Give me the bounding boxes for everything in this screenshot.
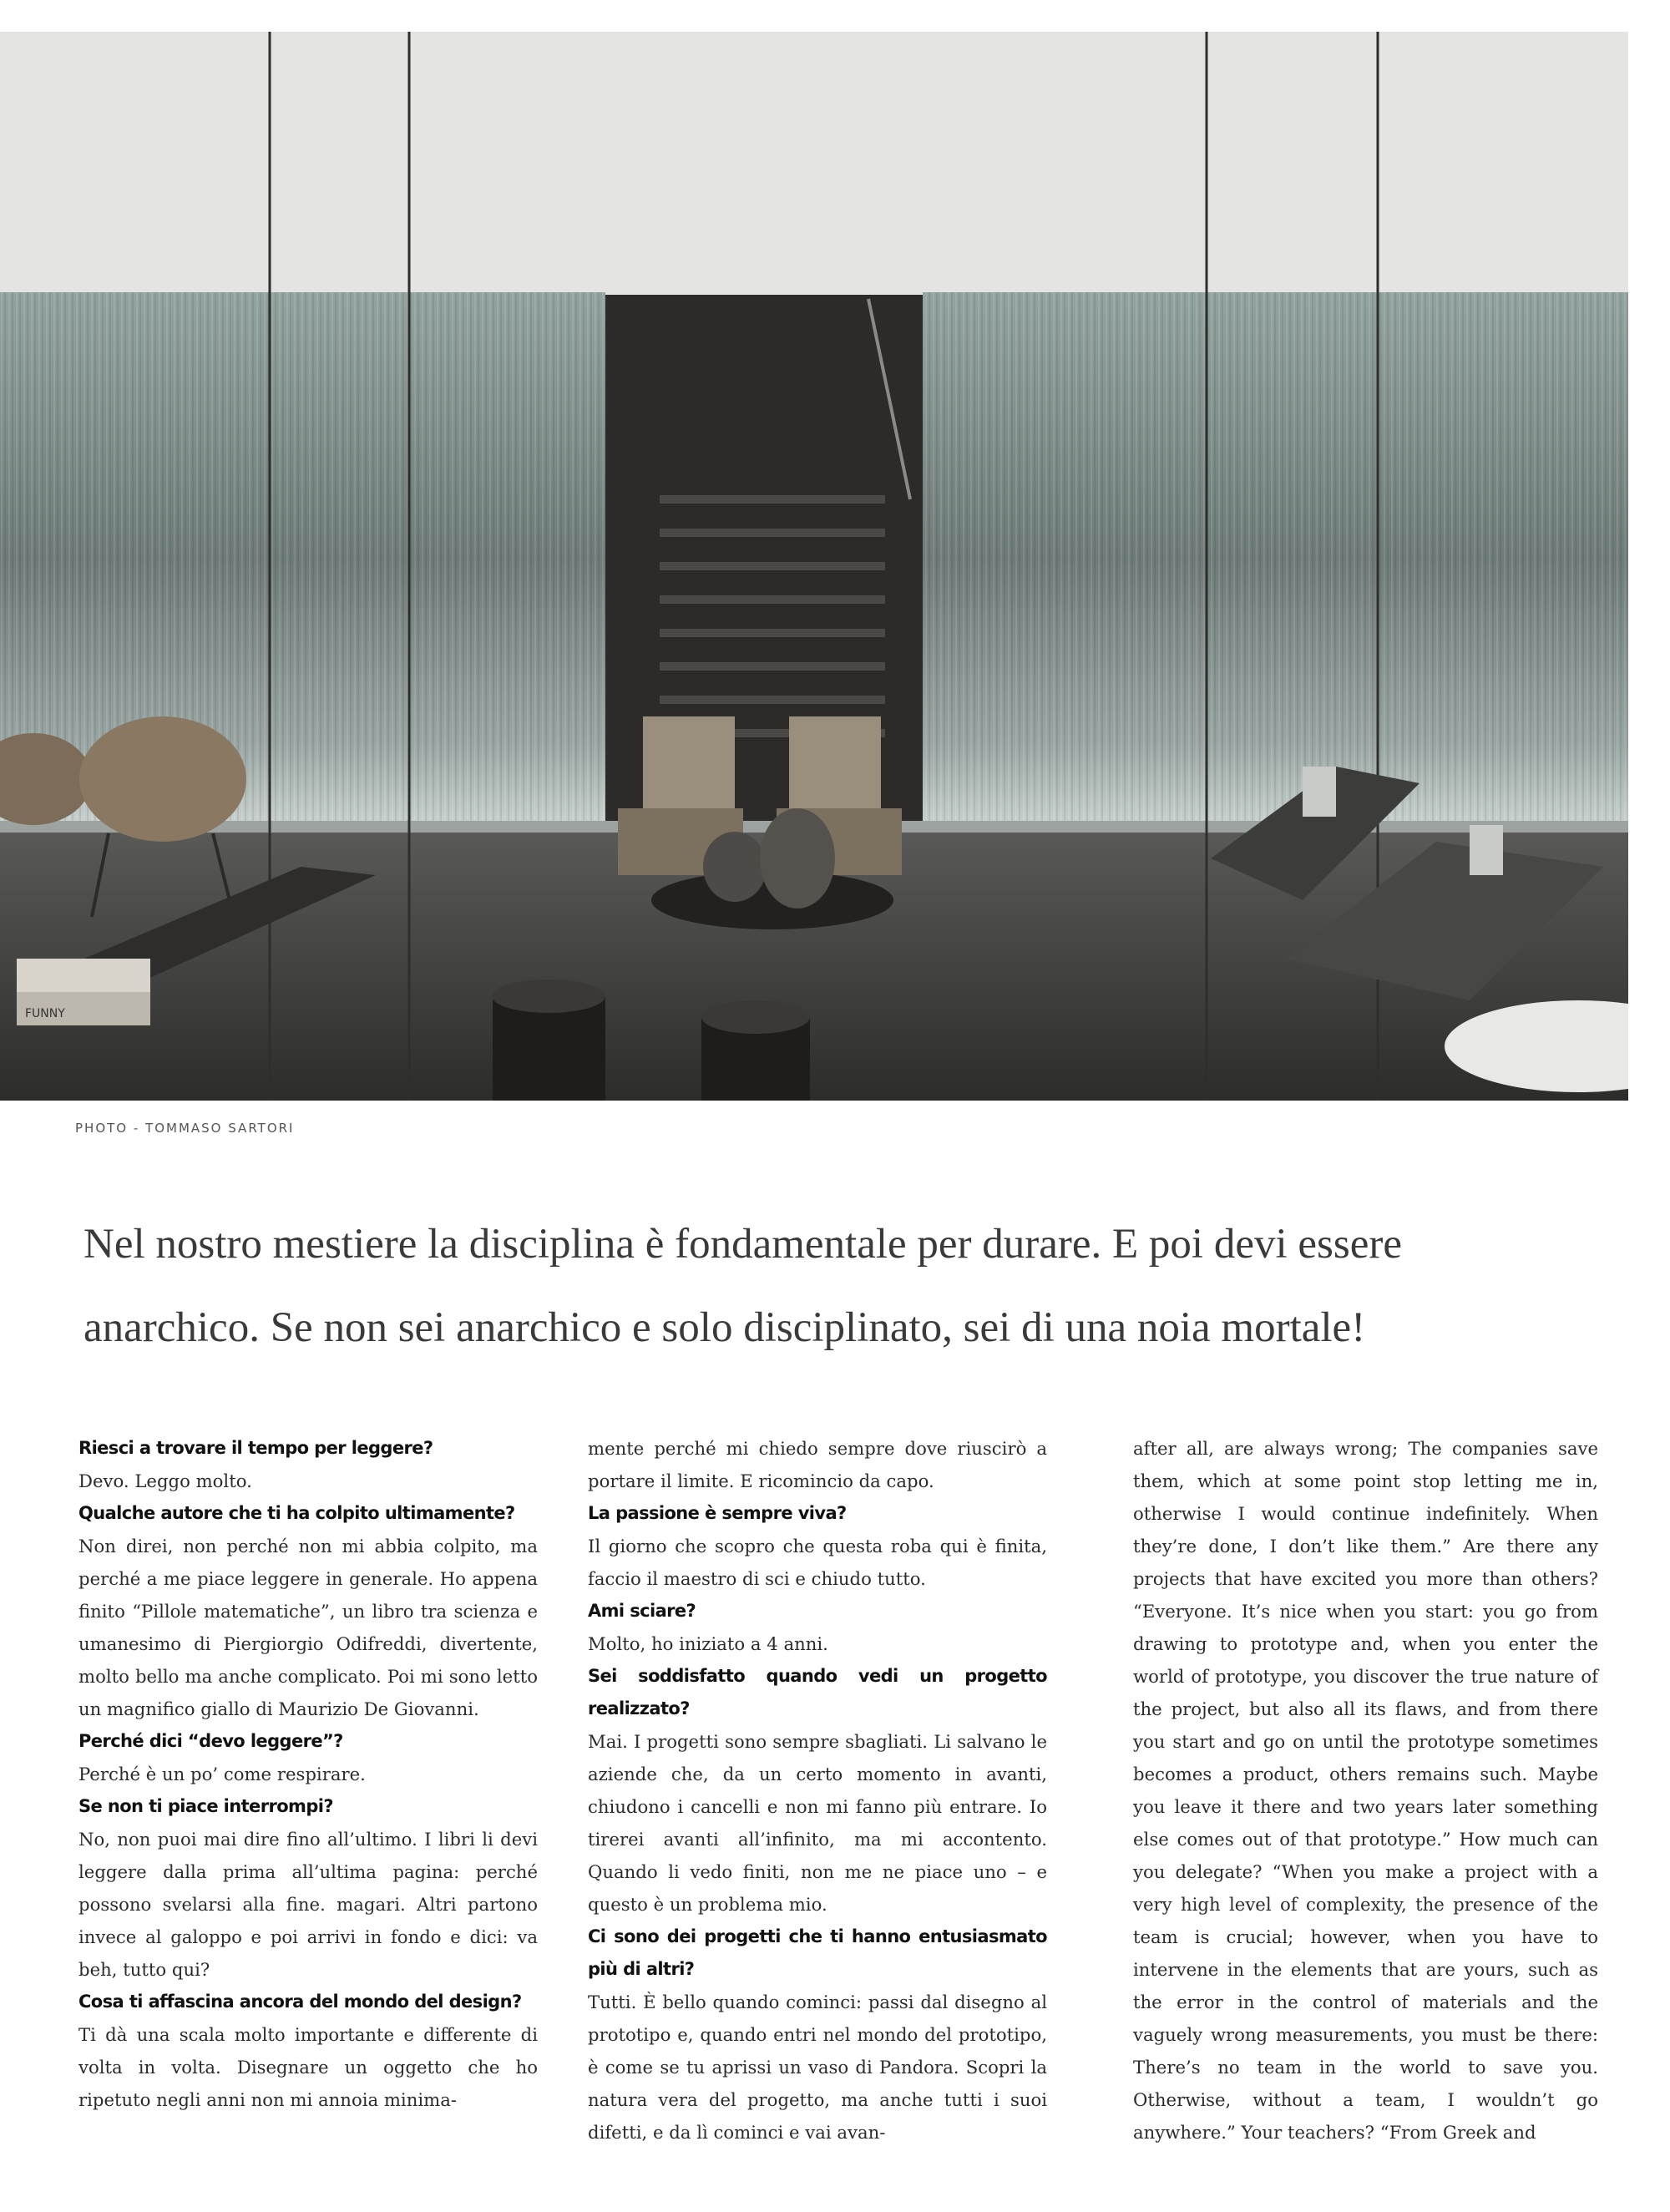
interview-answer: Il giorno che scopro che questa roba qui è finita, faccio il maestro di sci e chiudo tutto. [588, 1536, 1047, 1589]
interview-answer: No, non puoi mai dire fino all’ultimo. I libri li devi leggere dalla prima all’ultima pagina: perché possono svelarsi alla fine. magari. Altri partono invece al galoppo e poi arrivi in fondo e dici: va beh, tutto qui? [78, 1829, 538, 1980]
pull-quote [84, 1202, 1586, 1369]
interview-answer: Perché è un po’ come respirare. [78, 1764, 366, 1784]
interview-question: Ami sciare? [588, 1601, 696, 1621]
interior-photo [0, 32, 1628, 1101]
pull-quote-line: anarchico. Se non sei anarchico e solo disciplinato, sei di una noia mortale! [84, 1304, 1366, 1351]
interview-question: Riesci a trovare il tempo per leggere? [78, 1438, 433, 1458]
text-column-2 [588, 1432, 1047, 2149]
interview-question: Se non ti piace interrompi? [78, 1796, 333, 1816]
interview-question: Qualche autore che ti ha colpito ultimamente? [78, 1503, 515, 1523]
photo-credit: PHOTO - TOMMASO SARTORI [75, 1121, 295, 1136]
interview-question: La passione è sempre viva? [588, 1503, 847, 1523]
book-spine-text: FUNNY [25, 1007, 65, 1020]
interview-answer: mente perché mi chiedo sempre dove riuscirò a portare il limite. E ricomincio da capo. [588, 1438, 1047, 1491]
text-column-3-english [1133, 1432, 1598, 2149]
english-translation: after all, are always wrong; The companies save them, which at some point stop letting me in, otherwise I would continue indefinitely. When they’re done, I don’t like them.” Are there any projects that have excited you more than others? “Everyone. It’s nice when you start: you go from drawing to prototype and, when you enter the world of prototype, you discover the true nature of the project, but also all its flaws, and from there you start and go on until the prototype sometimes becomes a product, others remains such. Maybe you leave it there and two years later something else comes out of that prototype.” How much can you delegate? “When you make a project with a very high level of complexity, the presence of the team is crucial; however, when you have to intervene in the elements that are yours, such as the error in the control of materials and the vaguely wrong measurements, you must be there: There’s no team in the world to save you. Otherwise, without a team, I wouldn’t go anywhere.” Your teachers? “From Greek and [1133, 1438, 1598, 2143]
ceiling [0, 32, 1628, 295]
interview-question: Ci sono dei progetti che ti hanno entusiasmato più di altri? [588, 1926, 1047, 1979]
interview-answer: Mai. I progetti sono sempre sbagliati. Li salvano le aziende che, da un certo momento in avanti, chiudono i cancelli e non mi fanno più entrare. Io tirerei avanti all’infinito, ma mi accontento. Quando li vedo finiti, non me ne piace uno – e questo è un problema mio. [588, 1731, 1047, 1915]
interview-answer: Tutti. È bello quando cominci: passi dal disegno al prototipo e, quando entri nel mondo del prototipo, è come se tu aprissi un vaso di Pandora. Scopri la natura vera del progetto, ma anche tutti i suoi difetti, e da lì cominci e vai avan- [588, 1992, 1047, 2143]
interview-question: Cosa ti affascina ancora del mondo del design? [78, 1992, 522, 2012]
interview-question: Sei soddisfatto quando vedi un progetto realizzato? [588, 1666, 1047, 1718]
interview-answer: Non direi, non perché non mi abbia colpito, ma perché a me piace leggere in generale. Ho appena finito “Pillole matematiche”, un libro tra scienza e umanesimo di Piergiorgio Odifreddi, divertente, molto bello ma anche complicato. Poi mi sono letto un magnifico giallo di Maurizio De Giovanni. [78, 1536, 538, 1719]
interview-question: Perché dici “devo leggere”? [78, 1731, 343, 1751]
text-column-1 [78, 1432, 538, 2116]
pull-quote-line: Nel nostro mestiere la disciplina è fondamentale per durare. E poi devi essere [84, 1221, 1402, 1268]
interview-answer: Devo. Leggo molto. [78, 1470, 252, 1491]
interview-answer: Molto, ho iniziato a 4 anni. [588, 1633, 828, 1654]
interior-photo-illustration [0, 32, 1628, 1101]
interview-answer: Ti dà una scala molto importante e differente di volta in volta. Disegnare un oggetto che ho ripetuto negli anni non mi annoia minima- [78, 2024, 538, 2110]
